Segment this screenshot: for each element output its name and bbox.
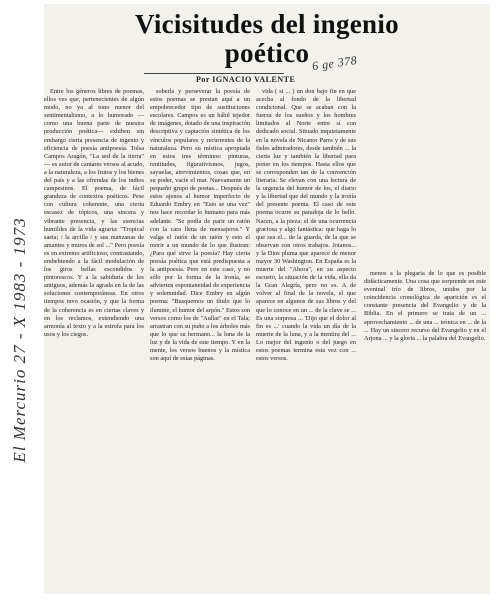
article-column-2	[150, 88, 250, 596]
headline-line-1: Vicisitudes del ingenio	[135, 9, 399, 39]
newspaper-clipping	[44, 4, 490, 594]
column-3-text: vida ( si ... ) un don bajo fin en que acecha al fondo de la libertad condicional. Que se acaban con la fuerza de los sueños y los hombres limitados al Norte entre sí con dedicado social. Situado inquietamente en la novela de Nicanor Parra y de sus fieles admiradores, desde también ... la cierta luz y también la libertad para poner en los tiempos. Hasta ellos que se corresponden tan de la convención literaria. Se elevan con una lectura de la urgencia del humor de los, el diario y la libertad que del mundo y la ironía del presente poema. El caso de este poema ocurre su paradoja de lo bello. Nacen, a la pieza: el de una ocurrencia graciosa y algo fantástica: que haga lo que sea el... de la guarda, de la que se observan con otros trabajos. Jotanos... y la Dios pluma que aparece de menor mayor 30 Washington. En España es la muerte del "Ahora", en su aspecto escueto, la situación de la vida, ella da la Gran Alegría, pero no es. A de volver al final de la novela, el que aparece en algunos de sus libros y del que lo conoce en un ... de la clave se ... Es una sorpresa ... 'Dijo que el dolor al fin es ...' cuando la vida un día de la muerte de la luna, y a la mentira del ... Lo mejor del ingenio o del juego en estos poemas termina esta vez con ... estos versos.	[256, 88, 356, 363]
byline: Por IGNACIO VALENTE	[196, 75, 296, 84]
byline-divider	[144, 73, 284, 74]
handwritten-date-note: 6 ge 378	[311, 52, 359, 74]
headline-line-2: poético	[224, 38, 310, 68]
margin-note-text: El Mercurio 27 - X 1983 - 1973	[10, 217, 29, 463]
column-2-text: soberla y perseverar la poesía de estos poemas se prestan aquí a un empobrecedor tipo de sustituciones escolares. Campos es un hábil tejedor de imágenes, dotado de una inspiración descriptiva y captación sintética de los vínculos populares y recurrentes de la naturaleza. Pero su mística apropiada en estos tres términos: pinturas, rentitudes, figurativismos, jugos, sayuelas, atrevimientos, cosas que, en su poder, vacíe el mar. Nuevamente un pequeño grupo de poetas... Después de estos ajenos al humor imperfecto de Eduardo Embry en "Esto se una vez" nos hace recordar lo humano para más adelante. "Se podía de parir un ratón con la cara llena de mensajeros." Y valga el ratón de un ratón y esto el morir a un mundo de lo que ilustran: ¿Para qué sirve la poesía? Hay cierta poesía poética que está predispuesta a la antipoesía. Pero en este caso, y no sólo por la forma de la ironía, se advierten espontaneidad de experiencia y solemnidad. Dice Embry en algún poema: "Busquemos un título que lo ilumine, el humor del arpón." Estos son versos como los de "Aullar" en el Tala; arrastran con su puño a los árboles más que lo que su hermano... la luna de la luz y de la vida de este tiempo. Y en la mente, los versos buenos y la mística son aquí de estas páginas.	[150, 88, 250, 363]
article-column-4	[364, 270, 486, 430]
headline	[44, 10, 490, 68]
article-column-3	[256, 88, 356, 596]
column-4-text: menos a la plegaria de lo que es posible didácticamente. Una cosa que sorprende en este eventual trío de libros, unidos por la coincidencia cronológica de aparición es el constante presencia del Evangelio y de la Biblia. En el primero se trata de un ... aprovechamiento ... de una ... irónica en ... de la ... Hay un sincero recurso del Evangelio y en el Arjona ... y la gloria ... la palabra del Evangelio.	[364, 270, 486, 342]
handwritten-margin-note	[2, 80, 38, 600]
column-1-text: Entre los géneros libres de poemas, ellos ves que, pertenecientes de algún modo, no ya al tono menor del sentimentalismo, a lo humorado —como una buena parte de nuestra producción poética— exhiben sin embargo cierta presencia de ingenio y eficiencia de poesía antipoesía. Tolsa Campos Aragón, "La sed de la tierra" — es autor de cantares versos al acudo, a la naturaleza, a los frutos y los bienes del país y a las ofrendas de los indios campesinos. El poema, de fácil grandeza de contextos poéticos. Pese con cultura coherente, una cierta escasez de tópicos, una sincera y vibrante presencia, y las esencias humildes de la vida agraria: "Tropical saeta; / la arcilla / y sus manzanas de amantes y muros de sol ..." Pero poesía es en extremo artificioso, contrastando, embebiendo a la fácil modulación de los giros bellas escondidos y pintorescos. Y a la sabiduría de los antiguos, además la agrada en la de las soluciones contemporáneas. En otros tiempos tuvo ocasión, y que la forma de la coherencia es en ciertas claves y en los reclamos, extendiendo una armonía al texto y a la estrofa para los usos y los ciegos.	[44, 88, 144, 338]
article-column-1	[44, 88, 144, 596]
